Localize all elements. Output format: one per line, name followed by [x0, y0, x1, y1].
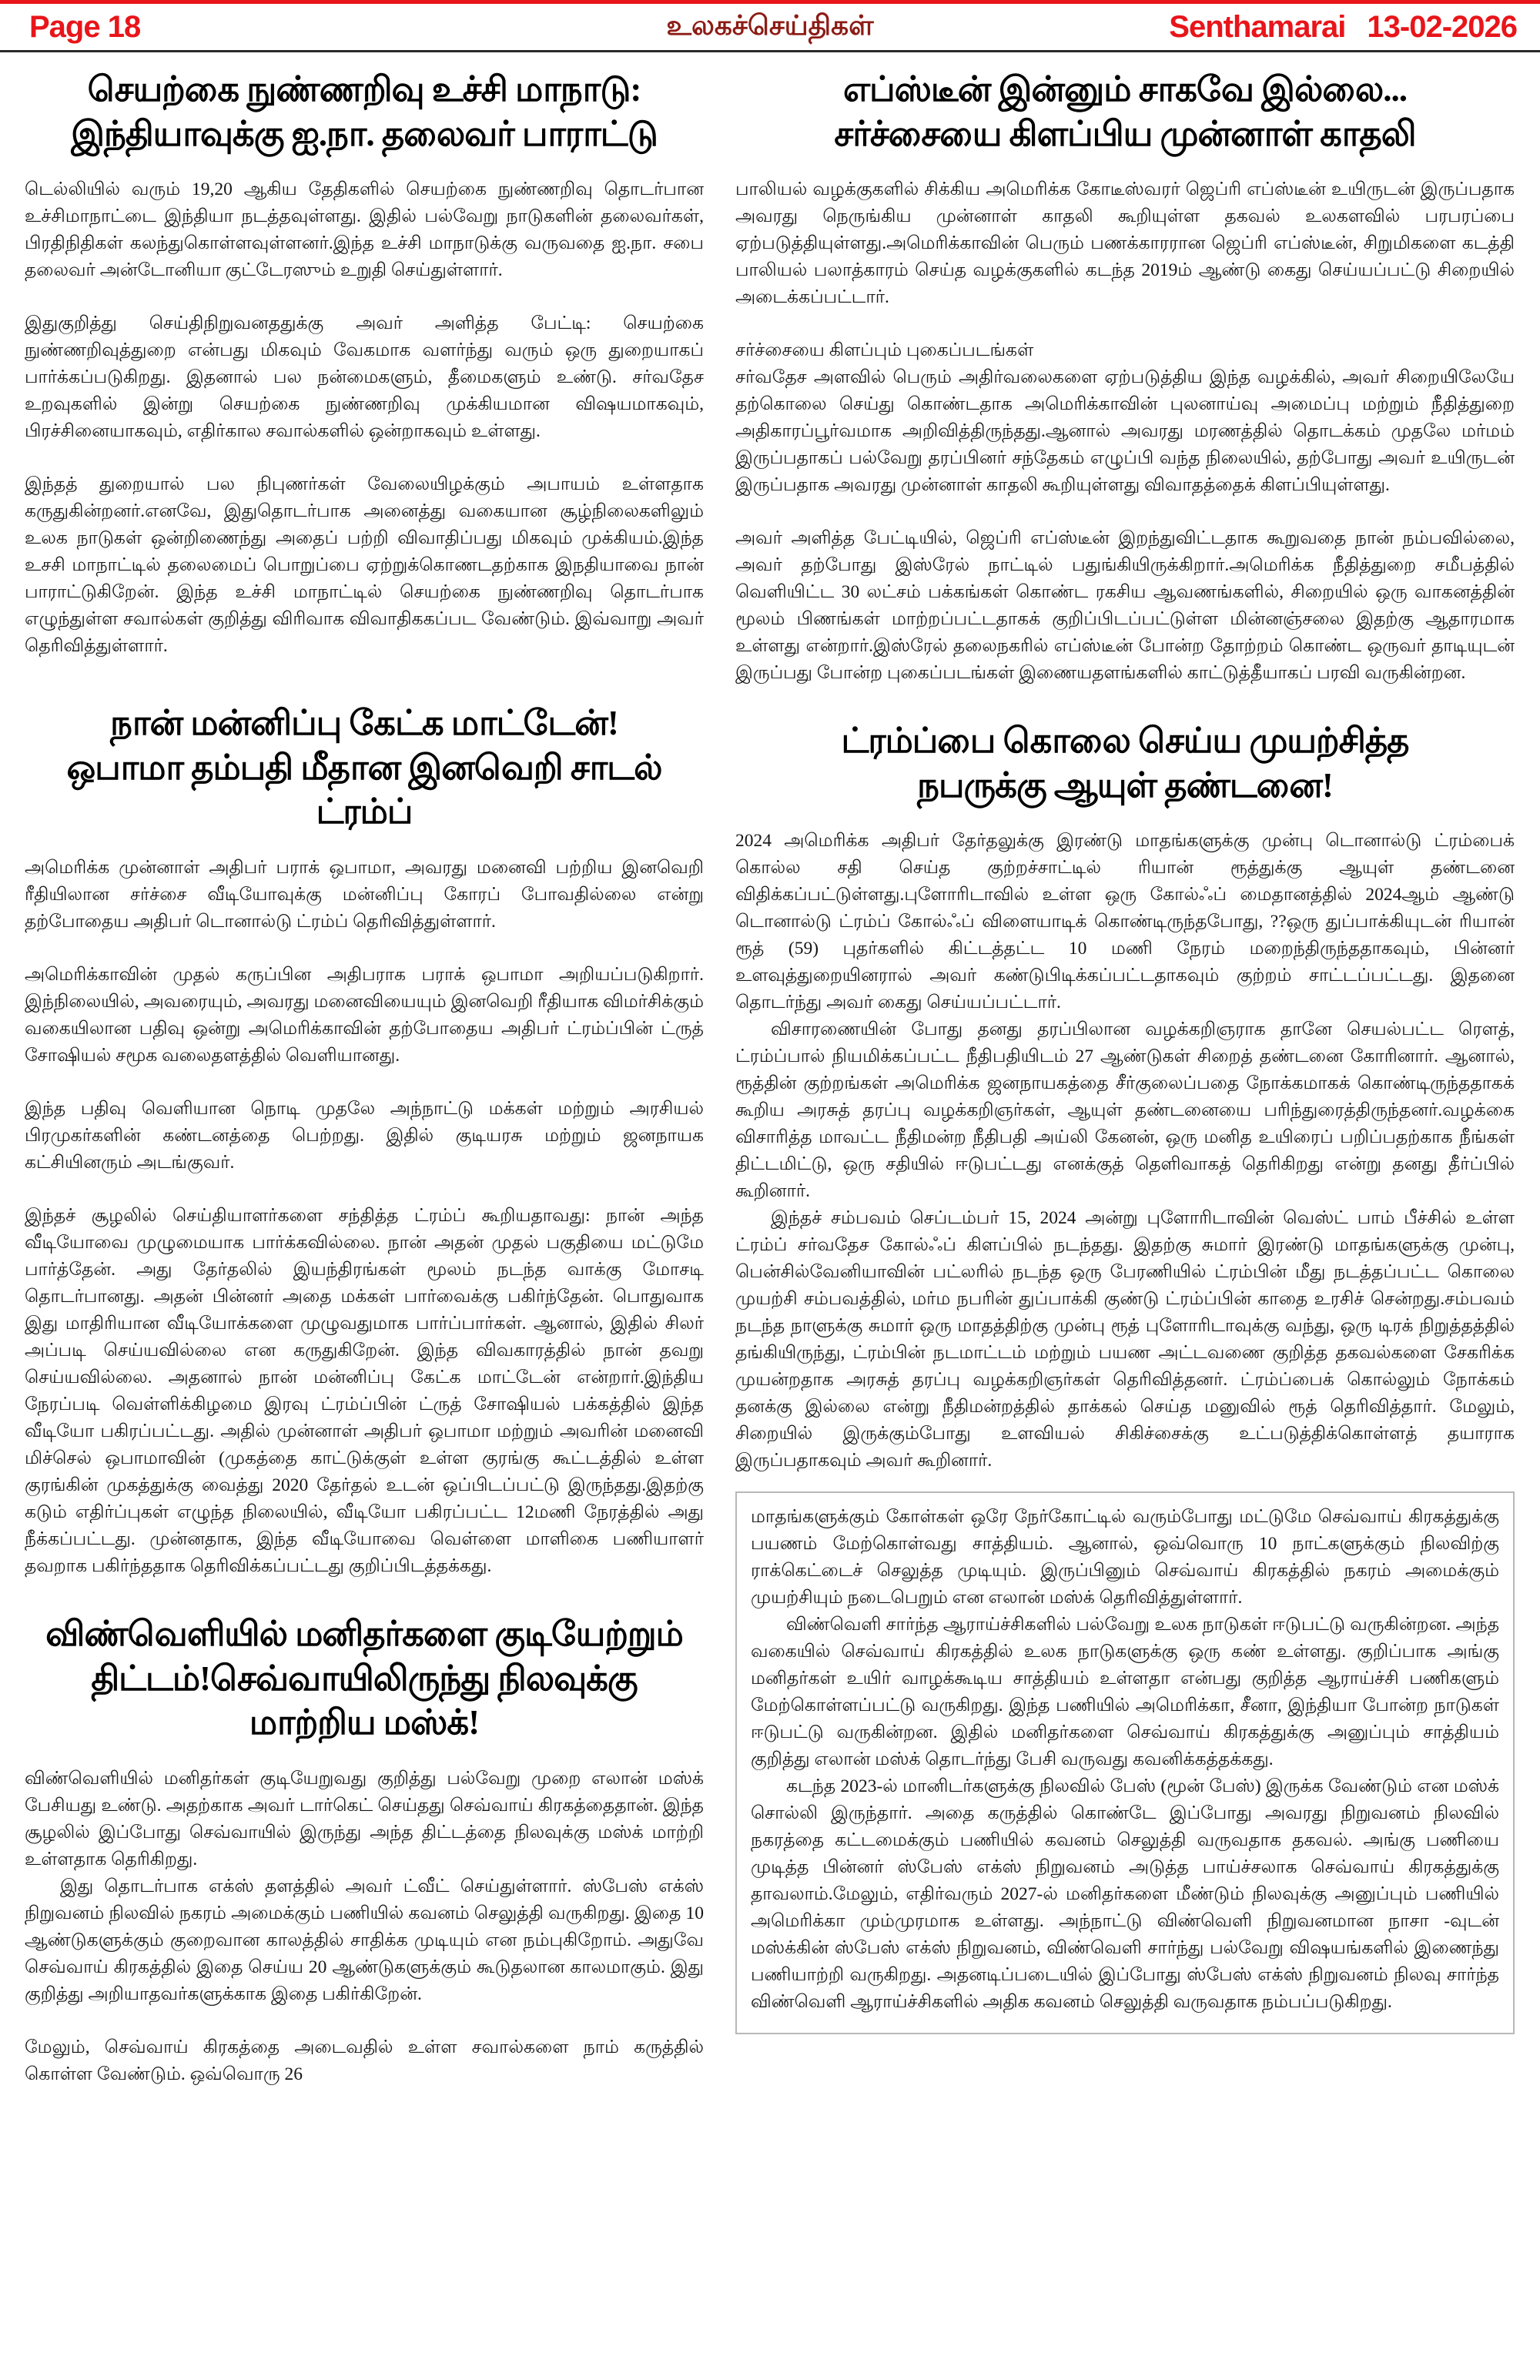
paragraph: கடந்த 2023-ல் மானிடர்களுக்கு நிலவில் பேஸ் (மூன் பேஸ்) இருக்க வேண்டும் என மஸ்க் சொல்லி இருந்தார். அதை கருத்தில் கொண்டே இப்போது அவரது நிறுவனம் நிலவில் நகரத்தை கட்டமைக்கும் பணியில் கவனம் செலுத்தி வருவதாக தகவல். அங்கு பணியை முடித்த பின்னர் ஸ்பேஸ் எக்ஸ் நிறுவனம் அடுத்த பாய்ச்சலாக செவ்வாய் கிரகத்துக்கு தாவலாம்.மேலும், எதிர்வரும் 2027-ல் மனிதர்களை மீண்டும் நிலவுக்கு அனுப்பும் பணியில் அமெரிக்கா மும்முரமாக உள்ளது. அந்நாட்டு விண்வெளி நிறுவனமான நாசா -வுடன் மஸ்க்கின் ஸ்பேஸ் எக்ஸ் நிறுவனம், விண்வெளி சார்ந்து பல்வேறு விஷயங்களில் இணைந்து பணியாற்றி வருகிறது. அதனடிப்படையில் இப்போது ஸ்பேஸ் எக்ஸ் நிறுவனம் நிலவு சார்ந்த விண்வெளி ஆராய்ச்சிகளில் அதிக கவனம் செலுத்தி வருவதாக நம்பப்படுகிறது.: [751, 1776, 1499, 2013]
paragraph: அமெரிக்காவின் முதல் கருப்பின அதிபராக பராக் ஒபாமா அறியப்படுகிறார். இந்நிலையில், அவரையும், அவரது மனைவியையும் இனவெறி ரீதியாக விமர்சிக்கும் வகையிலான பதிவு ஒன்று அமெரிக்காவின் தற்போதைய அதிபர் ட்ரம்ப்பின் ட்ருத் சோஷியல் சமூக வலைதளத்தில் வெளியானது.: [25, 964, 704, 1066]
paragraph: இந்தத் துறையால் பல நிபுணர்கள் வேலையிழக்கும் அபாயம் உள்ளதாக கருதுகின்றனர்.எனவே, இதுதொடர்பாக அனைத்து வகையான சூழ்நிலைகளிலும் உலக நாடுகள் ஒன்றிணைந்து அதைப் பற்றி விவாதிப்பது மிகவும் முக்கியம்.இந்த உசசி மாநாட்டில் தலைமைப் பொறுப்பை ஏற்றுக்கொணடதற்காக இநதியாவை நான் பாராட்டுகிறேன். இந்த உச்சி மாநாட்டில் செயற்கை நுண்ணறிவு தொடர்பாக எழுந்துள்ள சவால்கள் குறித்து விரிவாக விவாதிககப்பட வேண்டும். இவ்வாறு அவர் தெரிவித்துள்ளார்.: [25, 474, 704, 657]
article-headline: [25, 1612, 704, 1746]
article-obama-trump-video: [25, 701, 704, 1580]
article-epstein-girlfriend: [735, 68, 1515, 687]
paragraph: இது தொடர்பாக எக்ஸ் தளத்தில் அவர் ட்வீட் செய்துள்ளார். ஸ்பேஸ் எக்ஸ் நிறுவனம் நிலவில் நகரம் அமைக்கும் பணியில் கவனம் செலுத்தி வருகிறது. இதை 10 ஆண்டுகளுக்கும் குறைவான காலத்தில் சாதிக்க முடியும் என நம்புகிறோம். அதுவே செவ்வாய் கிரகத்தில் இதை செய்ய 20 ஆண்டுகளுக்கும் கூடுதலான காலமாகும். இது குறித்து அறியாதவர்களுக்காக இதை பகிர்கிறேன்.: [25, 1876, 704, 2004]
article-musk-moon-plan: [25, 1612, 704, 2088]
article-trump-assassination-sentence: [735, 719, 1515, 1475]
paragraph: பாலியல் வழக்குகளில் சிக்கிய அமெரிக்க கோடீஸ்வரர் ஜெப்ரி எப்ஸ்டீன் உயிருடன் இருப்பதாக அவரது நெருங்கிய முன்னாள் காதலி கூறியுள்ள தகவல் உலகளவில் பரபரப்பை ஏற்படுத்தியுள்ளது.அமெரிக்காவின் பெரும் பணக்காரரான ஜெப்ரி எப்ஸ்டீன், சிறுமிகளை கடத்தி பாலியல் பலாத்காரம் செய்த வழக்குகளில் கடந்த 2019ம் ஆண்டு கைது செய்யப்பட்டு சிறையில் அடைக்கப்பட்டார்.: [735, 179, 1515, 308]
sub-heading: சர்ச்சையை கிளப்பும் புகைப்படங்கள்: [735, 340, 1034, 361]
paragraph: விசாரணையின் போது தனது தரப்பிலான வழக்கறிஞராக தானே செயல்பட்ட ரௌத், ட்ரம்ப்பால் நியமிக்கப்பட்ட நீதிபதியிடம் 27 ஆண்டுகள் சிறைத் தண்டனை கோரினார். ஆனால், ரூத்தின் குற்றங்கள் அமெரிக்க ஜனநாயகத்தை சீர்குலைப்பதை நோக்கமாகக் கொண்டிருந்ததாகக் கூறிய அரசுத் தரப்பு வழக்கறிஞர்கள், ஆயுள் தண்டனையை பரிந்துரைத்திருந்தனர்.வழக்கை விசாரித்த மாவட்ட நீதிமன்ற நீதிபதி அய்லி கேனன், ஒரு மனித உயிரைப் பறிப்பதற்காக நீங்கள் திட்டமிட்டு, ஒரு சதியில் ஈடுபட்டது எனக்குத் தெளிவாகத் தெரிகிறது என்று தனது தீர்ப்பில் கூறினார்.: [735, 1019, 1515, 1202]
paragraph: விண்வெளியில் மனிதர்கள் குடியேறுவது குறித்து பல்வேறு முறை எலான் மஸ்க் பேசியது உண்டு. அதற்காக அவர் டார்கெட் செய்தது செவ்வாய் கிரகத்தைதான். இந்த சூழலில் இப்போது செவ்வாயில் இருந்து அந்த திட்டத்தை நிலவுக்கு மஸ்க் மாற்றி உள்ளதாக தெரிகிறது.: [25, 1768, 704, 1870]
paragraph: இந்த பதிவு வெளியான நொடி முதலே அந்நாட்டு மக்கள் மற்றும் அரசியல் பிரமுகர்களின் கண்டனத்தை பெற்றது. இதில் குடியரசு மற்றும் ஜனநாயக கட்சியினரும் அடங்குவர்.: [25, 1098, 704, 1173]
headline-line: ட்ரம்ப்பை கொலை செய்ய முயற்சித்த: [841, 721, 1409, 761]
issue-date: 13-02-2026: [1367, 9, 1517, 44]
headline-line: சர்ச்சையை கிளப்பிய முன்னாள் காதலி: [834, 114, 1416, 153]
paragraph: இந்தச் சம்பவம் செப்டம்பர் 15, 2024 அன்று புளோரிடாவின் வெஸ்ட் பாம் பீச்சில் உள்ள ட்ரம்ப் சர்வதேச கோல்ஃப் கிளப்பில் நடந்தது. இதற்கு சுமார் இரண்டு மாதங்களுக்கு முன்பு, பென்சில்வேனியாவின் பட்லரில் நடந்த ஒரு பேரணியில் ட்ரம்பின் மீது நடத்தப்பட்ட கொலை முயற்சி சம்பவத்தில், மர்ம நபரின் துப்பாக்கி குண்டு ட்ரம்ப்பின் காதை உரசிச் சென்றது.சம்பவம் நடந்த நாளுக்கு சுமார் ஒரு மாதத்திற்கு முன்பு ரூத் புளோரிடாவுக்கு வந்து, ஒரு டிரக் நிறுத்தத்தில் தங்கியிருந்து, ட்ரம்பின் நடமாட்டம் மற்றும் பயண அட்டவணை குறித்த தகவல்களை சேகரிக்க முயன்றதாக அரசுத் தரப்பு வழக்கறிஞர்கள் தெரிவித்தனர். ட்ரம்ப்பைக் கொல்லும் நோக்கம் தனக்கு இல்லை என்று நீதிமன்றத்தில் தாக்கல் செய்த மனுவில் ரூத் தெரிவித்தார். மேலும், சிறையில் இருக்கும்போது உளவியல் சிகிச்சைக்கு உட்படுத்திக்கொள்ளத் தயாராக இருப்பதாகவும் அவர் கூறினார்.: [735, 1208, 1515, 1471]
paragraph: அவர் அளித்த பேட்டியில், ஜெப்ரி எப்ஸ்டீன் இறந்துவிட்டதாக கூறுவதை நான் நம்பவில்லை, அவர் தற்போது இஸ்ரேல் நாட்டில் பதுங்கியிருக்கிறார்.அமெரிக்க நீதித்துறை சமீபத்தில் வெளியிட்ட 30 லட்சம் பக்கங்கள் கொண்ட ரகசிய ஆவணங்களில், சிறையில் ஒரு வாகனத்தின் மூலம் பிணங்கள் மாற்றப்பட்டதாகக் குறிப்பிடப்பட்டுள்ள மின்னஞ்சலை இதற்கு ஆதாரமாக உள்ளது என்றார்.இஸ்ரேல் தலைநகரில் எப்ஸ்டீன் போன்ற தோற்றம் கொண்ட ஒருவர் தாடியுடன் இருப்பது போன்ற புகைப்படங்கள் இணையதளங்களில் காட்டுத்தீயாகப் பரவி வருகின்றன.: [735, 528, 1515, 684]
paragraph: விண்வெளி சார்ந்த ஆராய்ச்சிகளில் பல்வேறு உலக நாடுகள் ஈடுபட்டு வருகின்றன. அந்த வகையில் செவ்வாய் கிரகத்தில் உலக நாடுகளுக்கு ஒரு கண் உள்ளது. குறிப்பாக அங்கு மனிதர்கள் உயிர் வாழக்கூடிய சாத்தியம் உள்ளதா என்பது குறித்த ஆராய்ச்சி பணிகளும் மேற்கொள்ளப்பட்டு வருகிறது. இந்த பணியில் அமெரிக்கா, சீனா, இந்தியா போன்ற நாடுகள் ஈடுபட்டு வருகின்றன. இதில் மனிதர்களை செவ்வாய் கிரகத்துக்கு அனுப்பும் சாத்தியம் குறித்து எலான் மஸ்க் தொடர்ந்து பேசி வருவது கவனிக்கத்தக்கது.: [751, 1615, 1499, 1770]
masthead: [1169, 10, 1517, 45]
headline-line: நபருக்கு ஆயுள் தண்டனை!: [917, 765, 1333, 805]
paragraph: 2024 அமெரிக்க அதிபர் தேர்தலுக்கு இரண்டு மாதங்களுக்கு முன்பு டொனால்டு ட்ரம்பைக் கொல்ல சதி செய்த குற்றச்சாட்டில் ரியான் ரூத்துக்கு ஆயுள் தண்டனை விதிக்கப்பட்டுள்ளது.புளோரிடாவில் உள்ள ஒரு கோல்ஃப் மைதானத்தில் 2024ஆம் ஆண்டு டொனால்டு ட்ரம்ப் கோல்ஃப் விளையாடிக் கொண்டிருந்தபோது, ??ஒரு துப்பாக்கியுடன் ரியான் ரூத் (59) புதர்களில் கிட்டத்தட்ட 10 மணி நேரம் மறைந்திருந்ததாகவும், பின்னர் உளவுத்துறையினரால் அவர் கண்டுபிடிக்கப்பட்டதாகவும் குற்றம் சாட்டப்பட்டது. இதனை தொடர்ந்து அவர் கைது செய்யப்பட்டார்.: [735, 831, 1515, 1013]
page-number: Page 18: [29, 9, 141, 44]
headline-line: விண்வெளியில் மனிதர்களை குடியேற்றும்: [45, 1614, 683, 1653]
paragraph: டெல்லியில் வரும் 19,20 ஆகிய தேதிகளில் செயற்கை நுண்ணறிவு தொடர்பான உச்சிமாநாட்டை இந்தியா நடத்தவுள்ளது. இதில் பல்வேறு நாடுகளின் தலைவர்கள், பிரதிநிதிகள் கலந்துகொள்ளவுள்ளனர்.இந்த உச்சி மாநாடுக்கு வருவதை ஐ.நா. சபை தலைவர் அன்டோனியா குட்டேரஸும் உறுதி செய்துள்ளார்.: [25, 179, 704, 281]
article-headline: [25, 68, 704, 156]
left-column: [25, 68, 704, 2114]
paragraph: அமெரிக்க முன்னாள் அதிபர் பராக் ஒபாமா, அவரது மனைவி பற்றிய இனவெறி ரீதியிலான சர்ச்சை வீடியோவுக்கு மன்னிப்பு கோரப் போவதில்லை என்று தற்போதைய அதிபர் டொனால்டு ட்ரம்ப் தெரிவித்துள்ளார்.: [25, 857, 704, 932]
paragraph: சர்வதேச அளவில் பெரும் அதிர்வலைகளை ஏற்படுத்திய இந்த வழக்கில், அவர் சிறையிலேயே தற்கொலை செய்து கொண்டதாக அமெரிக்காவின் புலனாய்வு அமைப்பு மற்றும் நீதித்துறை அதிகாரப்பூர்வமாக அறிவித்திருந்தது.ஆனால் அவரது மரணத்தில் தொடக்கம் முதலே மர்மம் இருப்பதாகப் பல்வேறு தரப்பினர் சந்தேகம் எழுப்பி வந்த நிலையில், தற்போது அவர் உயிருடன் இருப்பதாக அவரது முன்னாள் காதலி கூறியுள்ளது விவாதத்தைக் கிளப்பியுள்ளது.: [735, 367, 1515, 496]
headline-line: செயற்கை நுண்ணறிவு உச்சி மாநாடு:: [87, 70, 641, 109]
article-headline: [735, 719, 1515, 808]
page-header: [0, 4, 1540, 52]
paragraph: மாதங்களுக்கும் கோள்கள் ஒரே நேர்கோட்டில் வரும்போது மட்டுமே செவ்வாய் கிரகத்துக்கு பயணம் மேற்கொள்வது சாத்தியம். ஆனால், ஒவ்வொரு 10 நாட்களுக்கும் நிலவிற்கு ராக்கெட்டைச் செலுத்த முடியும். இருப்பினும் செவ்வாய் கிரகத்தில் நகரம் அமைக்கும் முயற்சியும் நடைபெறும் என எலான் மஸ்க் தெரிவித்துள்ளார்.: [751, 1507, 1499, 1608]
paragraph: இதுகுறித்து செய்திநிறுவனததுக்கு அவர் அளித்த பேட்டி: செயற்கை நுண்ணறிவுத்துறை என்பது மிகவும் வேகமாக வளர்ந்து வரும் ஒரு துறையாகப் பார்க்கப்படுகிறது. இதனால் பல நன்மைகளும், தீமைகளும் உண்டு. சர்வதேச உறவுகளில் இன்று செயற்கை நுண்ணறிவு முக்கியமான விஷயமாகவும், பிரச்சினையாகவும், எதிர்கால சவால்களில் ஒன்றாகவும் உள்ளது.: [25, 313, 704, 442]
headline-line: நான் மன்னிப்பு கேட்க மாட்டேன்!: [110, 704, 618, 743]
paragraph: இந்தச் சூழலில் செய்தியாளர்களை சந்தித்த ட்ரம்ப் கூறியதாவது: நான் அந்த வீடியோவை முழுமையாக பார்க்கவில்லை. நான் அதன் முதல் பகுதியை மட்டுமே பார்த்தேன். அது தேர்தலில் இயந்திரங்கள் மூலம் நடந்த வாக்கு மோசடி தொடர்பானது. அதன் பின்னர் அதை மக்கள் பார்வைக்கு பகிர்ந்தேன். பொதுவாக இது மாதிரியான வீடியோக்களை முழுவதுமாக பார்ப்பார்கள். ஆனால், இதில் சிலர் அப்படி செய்யவில்லை என கருதுகிறேன். இந்த விவகாரத்தில் நான் தவறு செய்யவில்லை. அதனால் நான் மன்னிப்பு கேட்க மாட்டேன் என்றார்.இந்திய நேரப்படி வெள்ளிக்கிழமை இரவு ட்ரம்ப்பின் ட்ருத் சோஷியல் பக்கத்தில் இந்த வீடியோ பகிரப்பட்டது. அதில் முன்னாள் அதிபர் ஒபாமா மற்றும் அவரின் மனைவி மிச்செல் ஒபாமாவின் (முகத்தை காட்டுக்குள் உள்ள குரங்கு கூட்டத்தில் உள்ள குரங்கின் முகத்துக்கு வைத்து 2020 தேர்தல் உடன் ஒப்பிடப்பட்டு இருந்தது.இதற்கு கடும் எதிர்ப்புகள் எழுந்த நிலையில், வீடியோ பகிரப்பட்ட 12மணி நேரத்தில் அது நீக்கப்பட்டது. முன்னதாக, இந்த வீடியோவை வெள்ளை மாளிகை பணியாளர் தவறாக பகிர்ந்ததாக தெரிவிக்கப்பட்டது குறிப்பிடத்தக்கது.: [25, 1205, 704, 1576]
headline-line: திட்டம்!செவ்வாயிலிருந்து நிலவுக்கு மாற்றிய மஸ்க்!: [91, 1659, 638, 1742]
article-ai-summit: [25, 68, 704, 660]
continuation-box: [735, 1491, 1515, 2034]
headline-line: எப்ஸ்டீன் இன்னும் சாகவே இல்லை...: [842, 70, 1407, 109]
article-headline: [25, 701, 704, 835]
right-column: [735, 68, 1515, 2034]
section-title: உலகச்செய்திகள்: [666, 9, 874, 41]
headline-line: ஒபாமா தம்பதி மீதான இனவெறி சாடல் ட்ரம்ப்: [66, 748, 662, 832]
headline-line: இந்தியாவுக்கு ஐ.நா. தலைவர் பாராட்டு: [71, 114, 658, 153]
article-headline: [735, 68, 1515, 156]
paragraph: மேலும், செவ்வாய் கிரகத்தை அடைவதில் உள்ள சவால்களை நாம் கருத்தில் கொள்ள வேண்டும். ஒவ்வொரு 26: [25, 2037, 704, 2084]
paper-name: Senthamarai: [1169, 9, 1346, 44]
